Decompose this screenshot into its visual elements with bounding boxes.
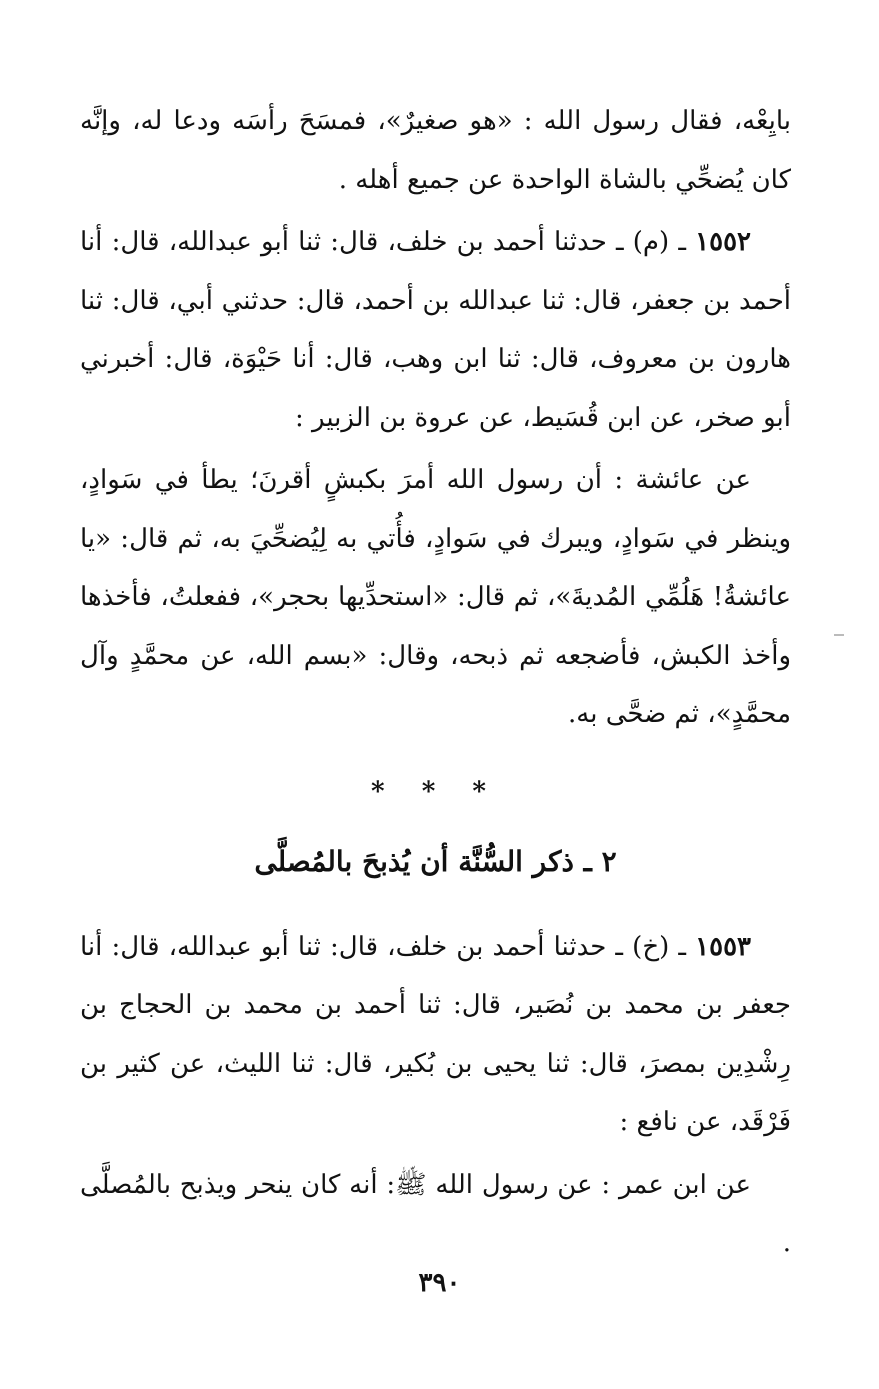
hadith-1553-matn: عن ابن عمر : عن رسول الله ﷺ: أنه كان ينحر ويذبح بالمُصلَّى .: [80, 1169, 791, 1258]
hadith-1552-isnad: [80, 213, 791, 447]
book-page: [80, 92, 791, 1389]
hadith-1553-isnad: [80, 918, 791, 1152]
section-separator: * * *: [371, 776, 500, 807]
paragraph-continuation: بايِعْه، فقال رسول الله : «هو صغيرٌ»، فمسَحَ رأسَه ودعا له، وإنَّه كان يُضحِّي بالشاة الواحدة عن جميع أهله .: [80, 106, 791, 195]
hadith-1552-matn: عن عائشة : أن رسول الله أمرَ بكبشٍ أقرنَ؛ يطأ في سَوادٍ، وينظر في سَوادٍ، ويبرك في سَوادٍ، فأُتي به لِيُضحِّيَ به، ثم قال: «يا عائشةُ! هَلُمِّي المُديةَ»، ثم قال: «استحدِّيها بحجر»، ففعلتُ، فأخذها وأخذ الكبش، فأضجعه ثم ذبحه، وقال: «بسم الله، عن محمَّدٍ وآل محمَّدٍ»، ثم ضحَّى به.: [80, 465, 791, 729]
margin-mark: [834, 634, 844, 636]
hadith-number: ١٥٥٢: [695, 227, 751, 257]
chapter-heading: ٢ ـ ذكر السُّنَّة أن يُذبحَ بالمُصلَّى: [254, 844, 617, 878]
isnad-text: ـ (خ) ـ حدثنا أحمد بن خلف، قال: ثنا أبو عبدالله، قال: أنا جعفر بن محمد بن نُصَير، قال: ثنا أحمد بن محمد بن الحجاج بن رِشْدِين بمصرَ، قال: ثنا يحيى بن بُكير، قال: ثنا الليث، عن كثير بن فَرْقَد، عن نافع :: [80, 931, 791, 1137]
isnad-text: ـ (م) ـ حدثنا أحمد بن خلف، قال: ثنا أبو عبدالله، قال: أنا أحمد بن جعفر، قال: ثنا عبدالله بن أحمد، قال: حدثني أبي، قال: ثنا هارون بن معروف، قال: ثنا ابن وهب، قال: أنا حَيْوَة، قال: أخبرني أبو صخر، عن ابن قُسَيط، عن عروة بن الزبير :: [80, 227, 791, 433]
page-number: ٣٩٠: [418, 1268, 461, 1298]
hadith-number: ١٥٥٣: [695, 931, 751, 962]
